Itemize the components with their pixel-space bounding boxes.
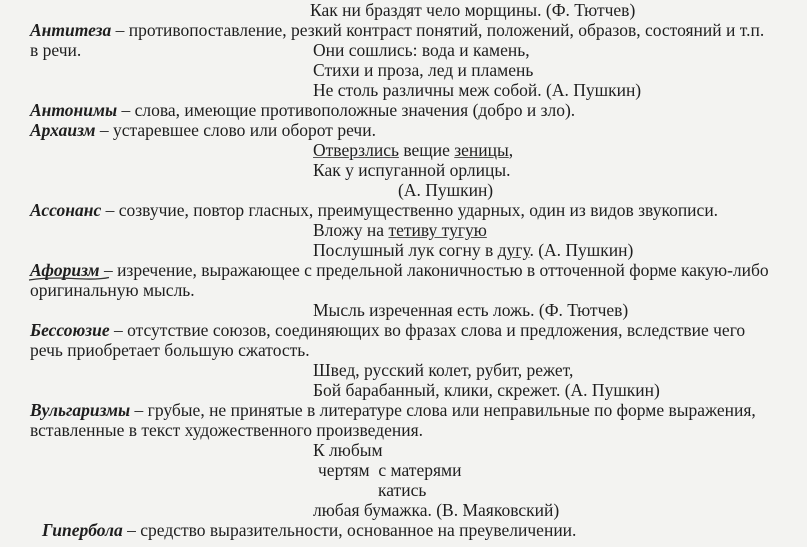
text: Послушный лук согну в — [313, 240, 498, 260]
entry-arhaizm — [30, 120, 376, 140]
term: Бессоюзие — [30, 320, 110, 340]
example-line: Не столь различны меж собой. (А. Пушкин) — [313, 80, 642, 100]
example-line: любая бумажка. (В. Маяковский) — [313, 500, 560, 520]
entry-antiteza — [30, 20, 764, 40]
definition-continuation: оригинальную мысль. — [30, 280, 195, 300]
definition: – отсутствие союзов, соединяющих во фразах слова и предложения, вследствие чего — [109, 320, 746, 340]
definition: – изречение, выражающее с предельной лаконичностью в отточенной форме какую-либо — [99, 260, 769, 280]
example-line: К любым — [313, 440, 383, 460]
entry-assonans — [30, 200, 718, 220]
underlined-word: дугу — [497, 240, 530, 260]
example-line: Мысль изреченная есть ложь. (Ф. Тютчев) — [313, 300, 629, 320]
example-line: катись — [378, 480, 427, 500]
term: Ассонанс — [30, 200, 102, 220]
underlined-word: тетиву тугую — [388, 220, 487, 240]
example-line: Как у испуганной орлицы. — [313, 160, 511, 180]
definition: – слова, имеющие противоположные значения (добро и зло). — [117, 100, 576, 120]
example-author: (А. Пушкин) — [398, 180, 494, 200]
definition: – противопоставление, резкий контраст понятий, положений, образов, состояний и т.п. — [111, 20, 765, 40]
example-line: чертям с матерями — [318, 460, 462, 480]
underlined-word: Отверзлись — [313, 140, 399, 160]
term: Антонимы — [30, 100, 118, 120]
term: Гипербола — [42, 520, 123, 540]
example-line: Они сошлись: вода и камень, — [313, 40, 530, 60]
example-line — [313, 240, 633, 260]
entry-antonimy — [30, 100, 575, 120]
example-line: Как ни браздят чело морщины. (Ф. Тютчев) — [310, 0, 636, 20]
underlined-word: зеницы — [454, 140, 509, 160]
text: , — [508, 140, 514, 160]
text: Вложу на — [313, 220, 389, 240]
text: . (А. Пушкин) — [529, 240, 634, 260]
example-line: Стихи и проза, лед и пламень — [313, 60, 534, 80]
definition: – средство выразительности, основанное на преувеличении. — [122, 520, 577, 540]
term: Вульгаризмы — [30, 400, 131, 420]
term: Антитеза — [30, 20, 112, 40]
definition-continuation: речь приобретает большую сжатость. — [30, 340, 310, 360]
example-line — [313, 220, 487, 240]
term: Афоризм — [30, 260, 100, 280]
text: вещие — [398, 140, 455, 160]
definition: – грубые, не принятые в литературе слова или неправильные по форме выражения, — [130, 400, 756, 420]
entry-giperbola — [42, 520, 576, 540]
example-line: Бой барабанный, клики, скрежет. (А. Пушкин) — [313, 380, 660, 400]
entry-aforizm — [30, 260, 769, 280]
definition: – устаревшее слово или оборот речи. — [95, 120, 376, 140]
definition-continuation: в речи. — [30, 40, 82, 60]
entry-vulgarizmy — [30, 400, 756, 420]
definition: – созвучие, повтор гласных, преимущественно ударных, один из видов звукописи. — [101, 200, 719, 220]
definition-continuation: вставленные в текст художественного произведения. — [30, 420, 423, 440]
entry-bessoyuzie — [30, 320, 745, 340]
example-line — [313, 140, 513, 160]
term: Архаизм — [30, 120, 96, 140]
example-line: Швед, русский колет, рубит, режет, — [313, 360, 574, 380]
